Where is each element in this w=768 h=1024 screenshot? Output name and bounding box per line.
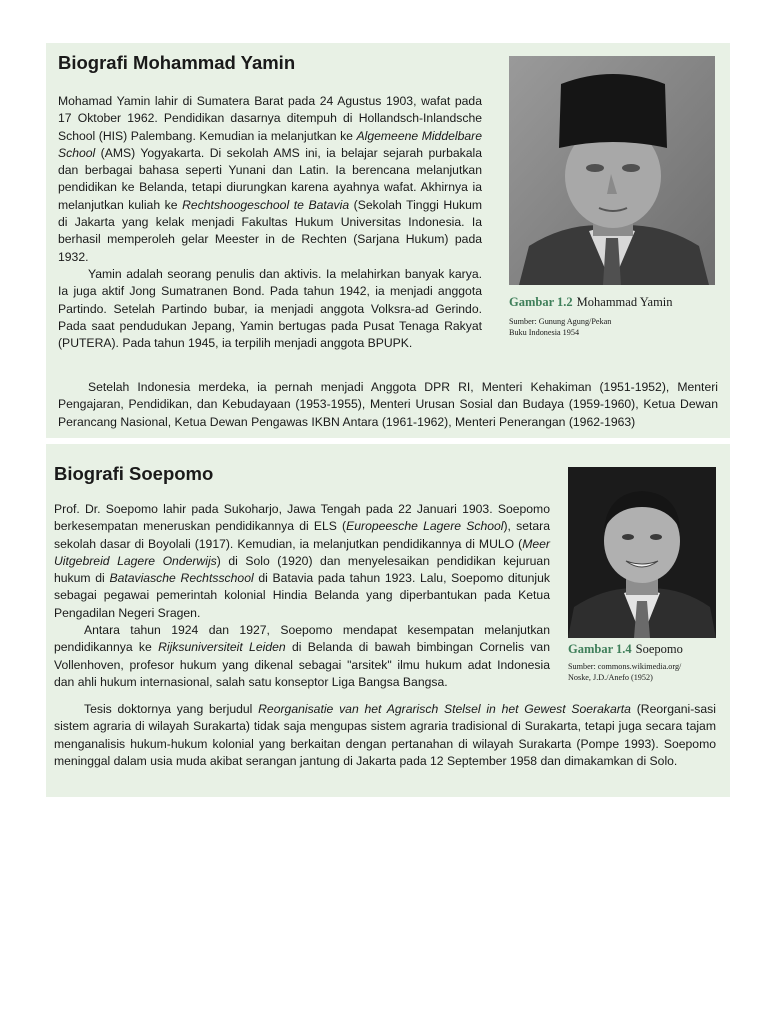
text-run: di Belanda di bawah bimbingan Cornelis van Vollenhoven, profesor hukum yang dikenal sebagai "arsitek" ilmu hukum adat Indonesia dan ahli hukum internasional, salah satu konseptor Liga Bangsa Bangsa. bbox=[54, 640, 550, 689]
biography-text bbox=[54, 501, 550, 691]
caption-label: Gambar 1.2 bbox=[509, 295, 573, 309]
section-title: Biografi Soepomo bbox=[54, 463, 214, 484]
photo-caption bbox=[509, 293, 721, 338]
caption-source-line: Buku Indonesia 1954 bbox=[509, 328, 580, 337]
portrait-photo-soepomo bbox=[568, 467, 716, 638]
biography-text bbox=[58, 93, 482, 352]
section-title: Biografi Mohammad Yamin bbox=[58, 52, 296, 73]
text-run: ), setara sekolah dasar di Boyolali (1917). Kemudian, ia melanjutkan pendidikannya di MULO ( bbox=[54, 519, 550, 551]
paragraph-2: Yamin adalah seorang penulis dan aktivis. Ia melahirkan banyak karya. Ia juga aktif Jong Sumatranen Bond. Pada tahun 1942, ia menjadi anggota Partindo. Setelah Partindo bubar, ia menjadi anggota Volksra-ad Gerindo. Pada saat pendudukan Jepang, Yamin bertugas pada Pusat Tenaga Rakyat (PUTERA). Pada tahun 1945, ia terpilih menjadi anggota BPUPK. bbox=[58, 266, 482, 351]
text-run: Tesis doktornya yang berjudul bbox=[84, 702, 259, 716]
caption-name: Mohammad Yamin bbox=[576, 295, 673, 309]
caption-source-line: Noske, J.D./Anefo (1952) bbox=[568, 673, 653, 682]
text-run: Mohamad Yamin lahir di Sumatera Barat pada 24 Agustus 1903, wafat pada 17 Oktober 1962. Pendidikan dasarnya ditempuh di Hollandsch-Inlandsche School (HIS) Palembang. Kemudian ia melanjutkan ke bbox=[58, 94, 482, 143]
text-run: Prof. Dr. Soepomo lahir pada Sukoharjo, Jawa Tengah pada 22 Januari 1903. Soepomo berkesempatan meneruskan pendidikannya di ELS ( bbox=[54, 502, 550, 534]
italic-term: Europeesche Lagere School bbox=[346, 519, 504, 534]
caption-source bbox=[509, 316, 721, 338]
biography-text-full-width bbox=[54, 701, 716, 770]
italic-term: Algemeene Middelbare School bbox=[58, 128, 482, 160]
paragraph-3 bbox=[54, 701, 716, 770]
caption-source-line: Sumber: Gunung Agung/Pekan bbox=[509, 317, 612, 326]
portrait-image bbox=[509, 56, 715, 285]
text-run: di Batavia pada tahun 1923. Lalu, Soepomo ditunjuk sebagai pegawai pemerintah kolonial Hindia Belanda yang diperbantukan pada Ketua Pengadilan Negeri Sragen. bbox=[54, 571, 550, 620]
italic-term: Rijksuniversiteit Leiden bbox=[158, 640, 286, 655]
paragraph-2 bbox=[54, 622, 550, 691]
text-run: (AMS) Yogyakarta. Di sekolah AMS ini, ia belajar sejarah purbakala dan berbagai bahasa seperti Yunani dan Latin. Ia berencana melanjutkan pendidikan ke Belanda, tetapi diurungkan karena ayahnya wafat. Akhirnya ia melanjutkan kuliah ke bbox=[58, 145, 482, 212]
paragraph-3: Setelah Indonesia merdeka, ia pernah menjadi Anggota DPR RI, Menteri Kehakiman (1951-1952), Menteri Pengajaran, Pendidikan, dan Kebudayaan (1953-1955), Menteri Urusan Sosial dan Budaya (1959-1960), Ketua Dewan Perancang Nasional, Ketua Dewan Pengawas IKBN Antara (1961-1962), Menteri Penerangan (1962-1963) bbox=[58, 380, 718, 429]
italic-term: Reorganisatie van het Agrarisch Stelsel in het Gewest Soerakarta bbox=[258, 702, 631, 716]
caption-label: Gambar 1.4 bbox=[568, 642, 632, 656]
photo-caption bbox=[568, 640, 728, 683]
biography-text-full-width bbox=[58, 379, 718, 431]
caption-source bbox=[568, 661, 728, 683]
text-run: ) di Solo (1920) dan menyelesaikan pendidikan kejuruan hukum di bbox=[54, 553, 550, 586]
biography-box-soepomo bbox=[46, 444, 730, 797]
caption-source-line: Sumber: commons.wikimedia.org/ bbox=[568, 662, 682, 671]
biography-box-yamin bbox=[46, 43, 730, 438]
italic-term: Meer Uitgebreid Lagere Onderwijs bbox=[54, 536, 550, 568]
portrait-photo-yamin bbox=[509, 56, 715, 285]
caption-name: Soepomo bbox=[635, 642, 683, 656]
text-run: (Sekolah Tinggi Hukum di Jakarta yang kelak menjadi Fakultas Hukum Universitas Indonesia. Ia berhasil memperoleh gelar Meester in de Rechten (Sarjana Hukum) pada 1932. bbox=[58, 197, 482, 264]
text-run: Antara tahun 1924 dan 1927, Soepomo mendapat kesempatan melanjutkan pendidikannya ke bbox=[54, 623, 550, 655]
portrait-image bbox=[568, 467, 716, 638]
italic-term: Bataviasche Rechtsschool bbox=[109, 571, 254, 586]
text-run: (Reorgani-sasi sistem agraria di wilayah Surakarta) tidak saja mengupas sistem agraria tradisional di Surakarta, tetapi juga secara tajam menganalisis hukum-hukum kolonial yang berkaitan dengan pertanahan di wilayah Surakarta (Pompe 1993). Soepomo meninggal dalam usia muda akibat serangan jantung di Jakarta pada 12 September 1958 dan dimakamkan di Solo. bbox=[54, 702, 716, 768]
italic-term: Rechtshoogeschool te Batavia bbox=[182, 197, 350, 212]
paragraph-1 bbox=[54, 501, 550, 622]
paragraph-1 bbox=[58, 93, 482, 266]
